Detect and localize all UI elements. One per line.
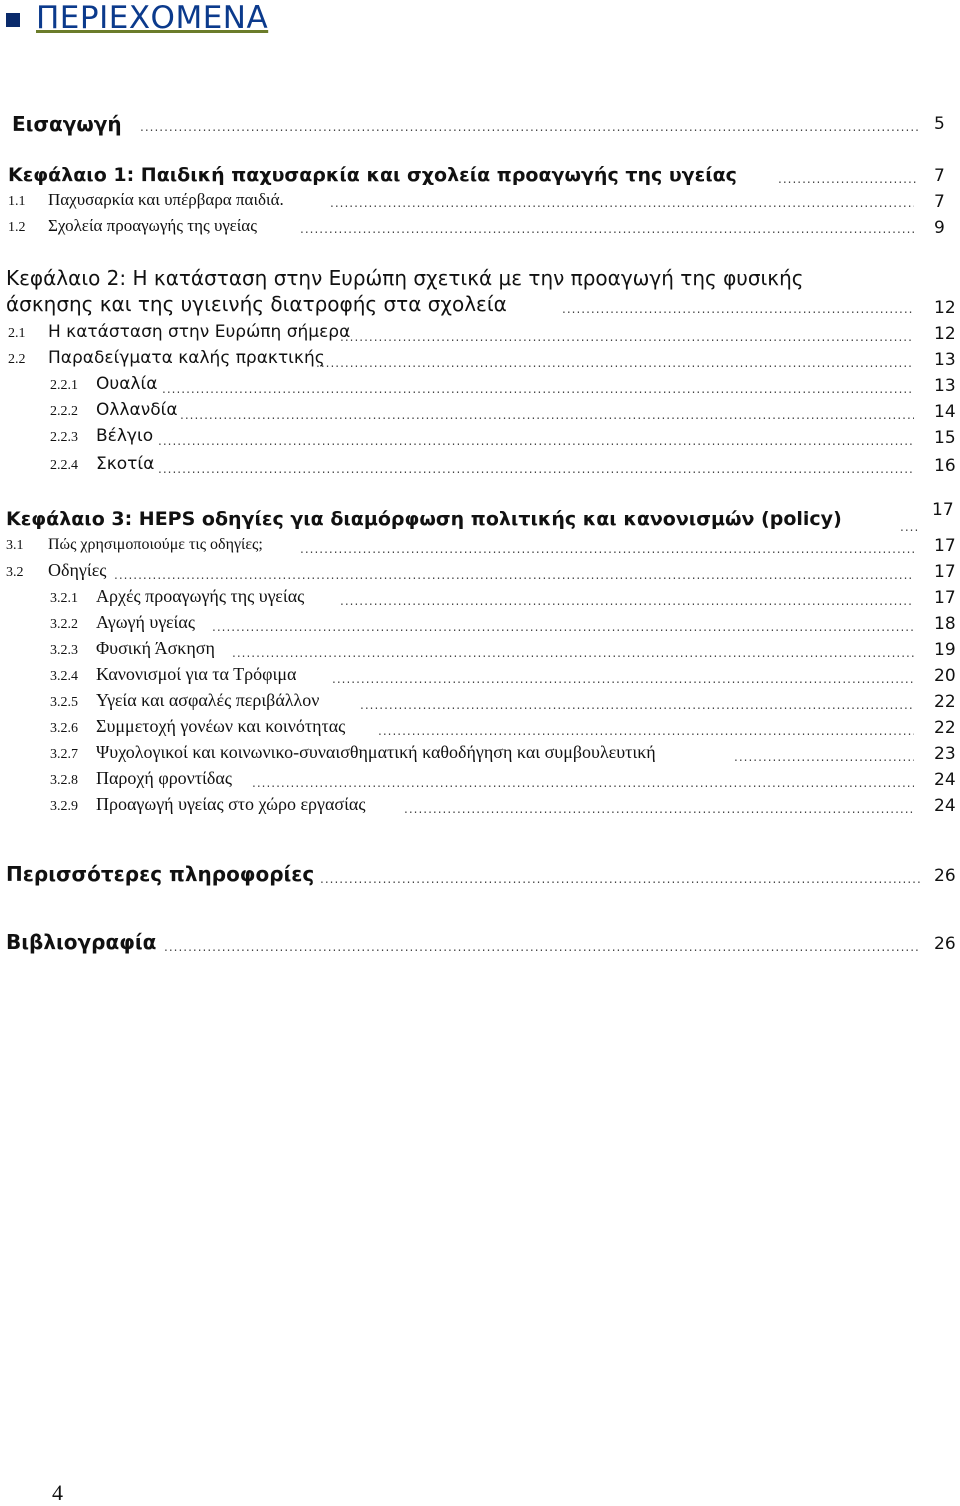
- toc-entry-number: 2.2.3: [50, 430, 78, 445]
- dot-leader: [316, 356, 914, 370]
- toc-entry-1-1[interactable]: [8, 190, 284, 210]
- dot-leader: [300, 222, 914, 236]
- toc-entry-2-2-2[interactable]: [50, 400, 178, 420]
- toc-entry-label: Φυσική Άσκηση: [96, 638, 215, 658]
- toc-page-number: 5: [934, 114, 945, 134]
- toc-page-number: 13: [934, 376, 956, 396]
- toc-entry-2-1[interactable]: [8, 322, 350, 342]
- toc-entry-label: Προαγωγή υγείας στο χώρο εργασίας: [96, 794, 366, 814]
- toc-entry-2-2-4[interactable]: [50, 454, 154, 474]
- dot-leader: [320, 872, 920, 886]
- dot-leader: [900, 520, 920, 534]
- page-title: ΠΕΡΙΕΧΟΜΕΝΑ: [36, 0, 269, 36]
- dot-leader: [158, 462, 914, 476]
- toc-entry-number: 3.1: [6, 538, 24, 553]
- toc-entry-label: Κανονισμοί για τα Τρόφιμα: [96, 664, 297, 684]
- toc-page-number: 18: [934, 614, 956, 634]
- toc-heading: [6, 0, 268, 36]
- toc-entry-1-2[interactable]: [8, 216, 257, 236]
- toc-entry-number: 3.2.7: [50, 747, 78, 762]
- toc-entry-label: Βιβλιογραφία: [6, 930, 157, 954]
- toc-entry-3-1[interactable]: [6, 536, 263, 554]
- dot-leader: [164, 940, 920, 954]
- dot-leader: [158, 434, 914, 448]
- toc-entry-label: Η κατάσταση στην Ευρώπη σήμερα: [48, 322, 351, 342]
- toc-page-number: 24: [934, 796, 956, 816]
- toc-entry-number: 3.2.4: [50, 669, 78, 684]
- toc-entry-label: Περισσότερες πληροφορίες: [6, 862, 315, 886]
- toc-entry-label: Ολλανδία: [96, 400, 178, 420]
- dot-leader: [114, 568, 914, 582]
- dot-leader: [180, 408, 914, 422]
- toc-entry-chapter-2-line-1[interactable]: [6, 266, 804, 290]
- dot-leader: [340, 594, 914, 608]
- toc-entry-label: Αρχές προαγωγής της υγείας: [96, 586, 305, 606]
- dot-leader: [232, 646, 914, 660]
- toc-page-number: 7: [934, 166, 945, 186]
- toc-entry-label: Κεφάλαιο 3: HEPS οδηγίες για διαμόρφωση πολιτικής και κανονισμών (policy): [6, 508, 842, 530]
- toc-entry-label: Ψυχολογικοί και κοινωνικο-συναισθηματική καθοδήγηση και συμβουλευτική: [96, 742, 656, 762]
- toc-entry-label: Συμμετοχή γονέων και κοινότητας: [96, 716, 346, 736]
- toc-entry-label: Αγωγή υγείας: [96, 612, 195, 632]
- toc-page-number: 17: [934, 588, 956, 608]
- toc-page-number: 12: [934, 324, 956, 344]
- footer-page-number: 4: [52, 1480, 63, 1505]
- dot-leader: [300, 542, 914, 556]
- dot-leader: [330, 196, 914, 210]
- toc-entry-number: 3.2.8: [50, 773, 78, 788]
- toc-entry-label: Παραδείγματα καλής πρακτικής: [48, 348, 325, 368]
- toc-page-number: 19: [934, 640, 956, 660]
- toc-entry-label: Ουαλία: [96, 374, 158, 394]
- dot-leader: [332, 672, 914, 686]
- toc-entry-2-2[interactable]: [8, 348, 325, 368]
- toc-page-number: 17: [934, 562, 956, 582]
- toc-entry-label: Σχολεία προαγωγής της υγείας: [48, 216, 257, 235]
- toc-page-number: 14: [934, 402, 956, 422]
- toc-entry-number: 3.2.6: [50, 721, 78, 736]
- toc-entry-more-info[interactable]: [6, 862, 314, 886]
- toc-page-number: 20: [934, 666, 956, 686]
- toc-entry-3-2[interactable]: [6, 560, 106, 581]
- toc-page-number: 22: [934, 718, 956, 738]
- dot-leader: [252, 776, 914, 790]
- toc-entry-label: Κεφάλαιο 1: Παιδική παχυσαρκία και σχολεία προαγωγής της υγείας: [8, 164, 737, 186]
- square-bullet-icon: [6, 13, 20, 27]
- toc-entry-label: Βέλγιο: [96, 426, 154, 446]
- toc-entry-number: 2.2.2: [50, 404, 78, 419]
- dot-leader: [734, 750, 914, 764]
- toc-entry-2-2-3[interactable]: [50, 426, 153, 446]
- dot-leader: [378, 724, 914, 738]
- toc-entry-number: 1.2: [8, 220, 26, 235]
- dot-leader: [404, 802, 914, 816]
- toc-entry-3-2-9[interactable]: [50, 794, 366, 815]
- toc-entry-label: Υγεία και ασφαλές περιβάλλον: [96, 690, 320, 710]
- toc-entry-label: Πώς χρησιμοποιούμε τις οδηγίες;: [48, 536, 263, 553]
- toc-page-number: 12: [934, 298, 956, 318]
- toc-entry-label: Παροχή φροντίδας: [96, 768, 232, 788]
- toc-entry-3-2-4[interactable]: [50, 664, 296, 685]
- toc-entry-number: 2.2: [8, 352, 26, 367]
- toc-entry-number: 3.2: [6, 565, 24, 580]
- toc-entry-intro[interactable]: [12, 112, 122, 136]
- toc-entry-number: 3.2.2: [50, 617, 78, 632]
- toc-page-number: 17: [934, 536, 956, 556]
- toc-page-number: 26: [934, 934, 956, 954]
- toc-page-number: 17: [932, 500, 954, 520]
- toc-entry-label: Οδηγίες: [48, 560, 107, 580]
- toc-entry-number: 2.1: [8, 326, 26, 341]
- toc-entry-label: Παχυσαρκία και υπέρβαρα παιδιά.: [48, 190, 284, 209]
- dot-leader: [562, 302, 914, 316]
- dot-leader: [360, 698, 914, 712]
- toc-entry-label: άσκησης και της υγιεινής διατροφής στα σχολεία: [6, 292, 507, 316]
- toc-entry-3-2-8[interactable]: [50, 768, 232, 789]
- toc-entry-chapter-1[interactable]: [8, 164, 737, 186]
- toc-entry-number: 3.2.9: [50, 799, 78, 814]
- toc-entry-number: 2.2.1: [50, 378, 78, 393]
- dot-leader: [778, 172, 918, 186]
- toc-page-number: 24: [934, 770, 956, 790]
- toc-entry-label: Εισαγωγή: [12, 112, 122, 136]
- toc-page-number: 15: [934, 428, 956, 448]
- toc-page-number: 9: [934, 218, 945, 238]
- dot-leader: [340, 330, 914, 344]
- toc-entry-3-2-5[interactable]: [50, 690, 319, 711]
- toc-entry-3-2-6[interactable]: [50, 716, 345, 737]
- toc-entry-label: Κεφάλαιο 2: Η κατάσταση στην Ευρώπη σχετικά με την προαγωγή της φυσικής: [6, 266, 804, 290]
- toc-entry-number: 1.1: [8, 194, 26, 209]
- toc-page-number: 13: [934, 350, 956, 370]
- toc-entry-3-2-1[interactable]: [50, 586, 304, 607]
- dot-leader: [162, 382, 914, 396]
- toc-entry-3-2-2[interactable]: [50, 612, 195, 633]
- toc-page-number: 26: [934, 866, 956, 886]
- toc-entry-number: 3.2.3: [50, 643, 78, 658]
- toc-entry-chapter-2-line-2[interactable]: [6, 292, 507, 316]
- toc-page-number: 23: [934, 744, 956, 764]
- toc-entry-number: 3.2.5: [50, 695, 78, 710]
- toc-page-number: 7: [934, 192, 945, 212]
- toc-entry-3-2-3[interactable]: [50, 638, 215, 659]
- dot-leader: [212, 620, 914, 634]
- toc-entry-3-2-7[interactable]: [50, 742, 656, 763]
- toc-entry-bibliography[interactable]: [6, 930, 156, 954]
- toc-entry-label: Σκοτία: [96, 454, 155, 474]
- toc-entry-2-2-1[interactable]: [50, 374, 157, 394]
- dot-leader: [140, 120, 920, 134]
- toc-page-number: 16: [934, 456, 956, 476]
- toc-entry-number: 3.2.1: [50, 591, 78, 606]
- toc-page-number: 22: [934, 692, 956, 712]
- toc-entry-number: 2.2.4: [50, 458, 78, 473]
- toc-entry-chapter-3[interactable]: [6, 508, 842, 530]
